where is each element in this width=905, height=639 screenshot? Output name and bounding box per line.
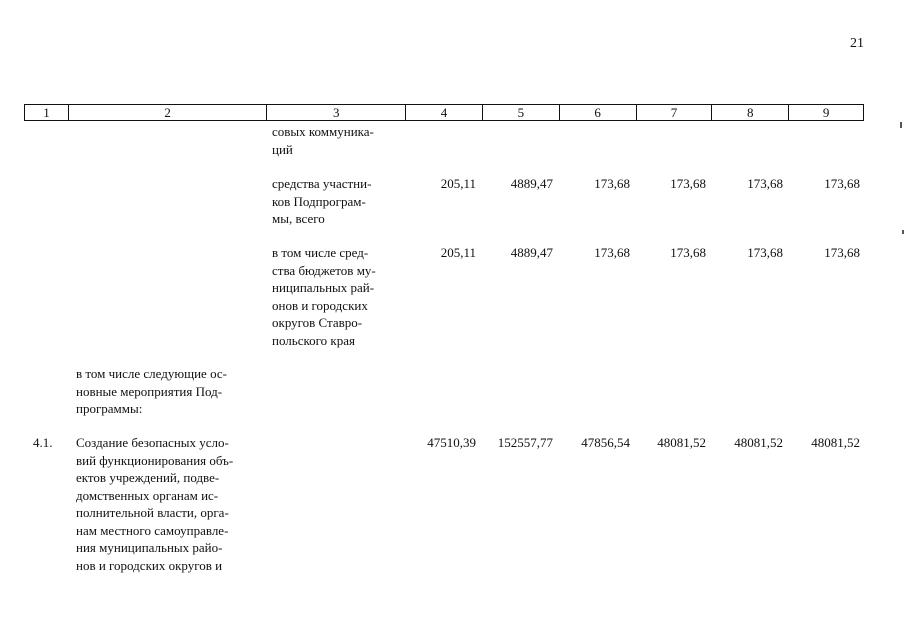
row-municipal-v8: 173,68 — [747, 245, 783, 260]
row-4-1-v9: 48081,52 — [811, 435, 860, 450]
row-municipal-v9: 173,68 — [824, 245, 860, 260]
row-participants-v4: 205,11 — [440, 176, 476, 191]
text-line: полнительной власти, орга- — [76, 505, 229, 520]
row-4-1-v6: 47856,54 — [581, 435, 630, 450]
text-line: средства участни- — [272, 176, 372, 191]
col-header-5: 5 — [483, 105, 560, 120]
row-municipal-v4: 205,11 — [440, 245, 476, 260]
text-line: ства бюджетов му- — [272, 262, 376, 278]
row-participants-v7: 173,68 — [670, 176, 706, 191]
text-line: ниципальных рай- — [272, 280, 375, 295]
col-header-3: 3 — [267, 105, 406, 120]
row-4-1-v7: 48081,52 — [657, 435, 706, 450]
text-line: онов и городских — [272, 297, 368, 313]
row-4-1-v5: 152557,77 — [497, 435, 553, 450]
row-including-c2 — [76, 365, 262, 418]
row-municipal-c3 — [272, 244, 402, 349]
page-number: 21 — [850, 36, 864, 51]
table-header — [24, 104, 864, 121]
text-line: ций — [272, 141, 293, 157]
row-municipal-v6: 173,68 — [594, 245, 630, 260]
row-communications-c3 — [272, 123, 402, 158]
scan-speck — [900, 122, 902, 128]
text-line: мы, всего — [272, 211, 325, 226]
text-line: программы: — [76, 401, 143, 416]
col-header-1: 1 — [25, 105, 69, 120]
text-line: ков Подпрограм- — [272, 193, 366, 209]
text-line: нов и городских округов и — [76, 557, 223, 573]
text-line: ектов учреждений, подве- — [76, 470, 220, 485]
row-participants-v6: 173,68 — [594, 176, 630, 191]
row-municipal-v5: 4889,47 — [510, 245, 553, 260]
row-4-1-v8: 48081,52 — [734, 435, 783, 450]
text-line: новные мероприятия Под- — [76, 383, 223, 399]
text-line: в том числе сред- — [272, 245, 369, 260]
row-4-1-c2 — [76, 434, 262, 574]
text-line: ния муниципальных райо- — [76, 540, 223, 555]
text-line: вий функционирования объ- — [76, 452, 234, 468]
scan-speck — [902, 230, 904, 234]
col-header-4: 4 — [406, 105, 483, 120]
row-4-1-c1: 4.1. — [33, 435, 53, 450]
text-line: нам местного самоуправле- — [76, 522, 229, 538]
row-4-1-v4: 47510,39 — [427, 435, 476, 450]
text-line: польского края — [272, 332, 355, 348]
col-header-6: 6 — [560, 105, 637, 120]
col-header-8: 8 — [712, 105, 789, 120]
col-header-9: 9 — [822, 105, 830, 120]
col-header-7: 7 — [637, 105, 713, 120]
text-line: Создание безопасных усло- — [76, 435, 229, 450]
row-participants-v5: 4889,47 — [510, 176, 553, 191]
row-participants-v9: 173,68 — [824, 176, 860, 191]
row-municipal-v7: 173,68 — [670, 245, 706, 260]
text-line: в том числе следующие ос- — [76, 366, 227, 381]
col-header-2: 2 — [69, 105, 268, 120]
text-line: домственных органам ис- — [76, 487, 219, 503]
text-line: округов Ставро- — [272, 315, 363, 330]
text-line: совых коммуника- — [272, 124, 374, 139]
row-participants-c3 — [272, 175, 402, 228]
row-participants-v8: 173,68 — [747, 176, 783, 191]
